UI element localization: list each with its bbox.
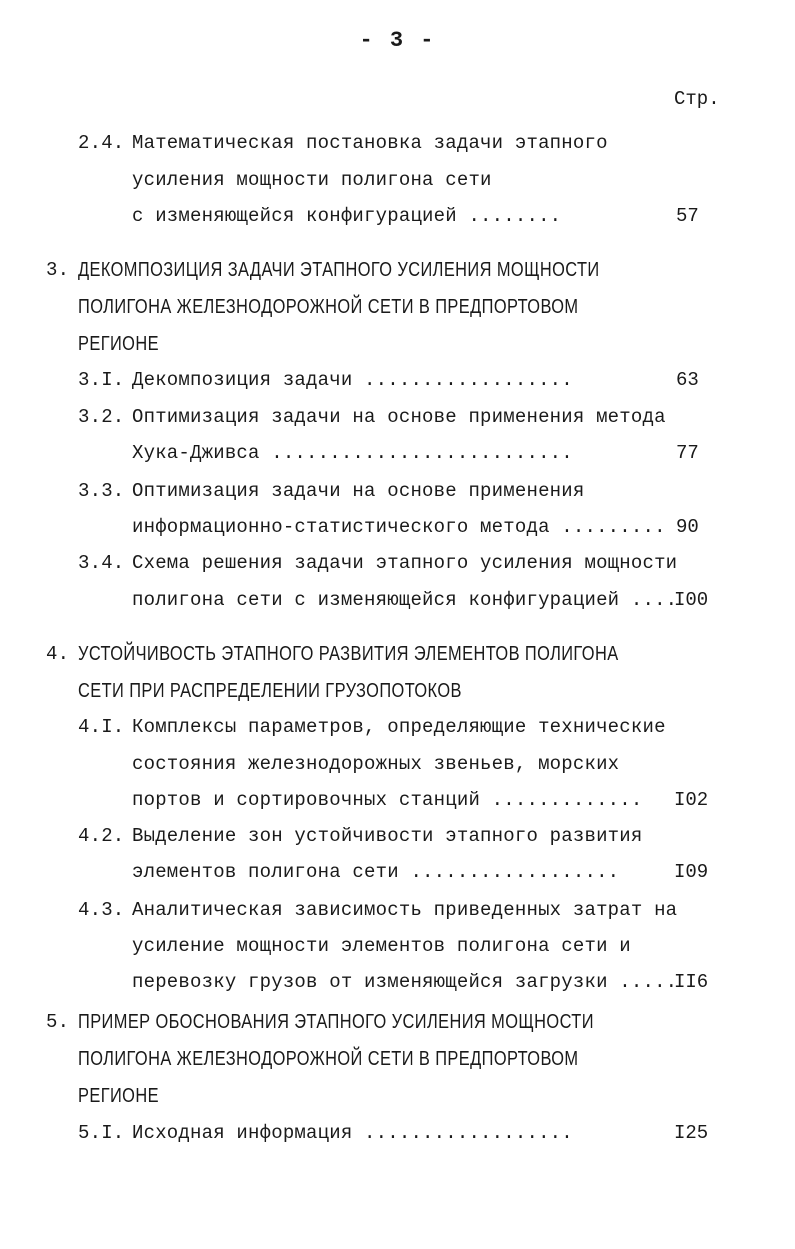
toc-entry-page: II6	[674, 971, 709, 993]
toc-chapter-title-line: РЕГИОНЕ	[78, 1085, 159, 1107]
toc-entry-page: I00	[674, 589, 709, 611]
toc-entry-title-line: перевозку грузов от изменяющейся загрузки .....	[132, 971, 678, 993]
toc-entry-number: 2.4.	[78, 132, 125, 154]
toc-entry-number: 4.3.	[78, 899, 125, 921]
toc-entry-title-line: элементов полигона сети ..................	[132, 861, 620, 883]
toc-entry-title-line: Схема решения задачи этапного усиления мощности	[132, 552, 678, 574]
toc-entry-page: 57	[676, 205, 699, 227]
toc-entry-page: 63	[676, 369, 699, 391]
toc-entry-title-line: усиление мощности элементов полигона сети и	[132, 935, 631, 957]
toc-chapter-title-line: СЕТИ ПРИ РАСПРЕДЕЛЕНИИ ГРУЗОПОТОКОВ	[78, 680, 462, 702]
toc-entry-title-line: Декомпозиция задачи ..................	[132, 369, 573, 391]
toc-chapter-title-line: ДЕКОМПОЗИЦИЯ ЗАДАЧИ ЭТАПНОГО УСИЛЕНИЯ МОЩНОСТИ	[78, 259, 600, 281]
toc-entry-number: 3.2.	[78, 406, 125, 428]
toc-entry-title-line: усиления мощности полигона сети	[132, 169, 492, 191]
toc-entry-number: 5.I.	[78, 1122, 125, 1144]
toc-entry-title-line: информационно-статистического метода .........	[132, 516, 666, 538]
toc-entry-title-line: Математическая постановка задачи этапного	[132, 132, 608, 154]
toc-chapter-number: 4.	[46, 643, 70, 665]
toc-entry-title-line: портов и сортировочных станций .............	[132, 789, 643, 811]
toc-chapter-title-line: РЕГИОНЕ	[78, 333, 159, 355]
toc-entry-number: 3.I.	[78, 369, 125, 391]
toc-entry-page: I25	[674, 1122, 709, 1144]
toc-entry-number: 4.I.	[78, 716, 125, 738]
toc-entry-title-line: Хука-Дживса ..........................	[132, 442, 573, 464]
toc-entry-number: 3.3.	[78, 480, 125, 502]
page-number: - 3 -	[359, 28, 436, 53]
toc-entry-page: 77	[676, 442, 699, 464]
toc-entry-title-line: Оптимизация задачи на основе применения метода	[132, 406, 666, 428]
toc-chapter-title-line: ПРИМЕР ОБОСНОВАНИЯ ЭТАПНОГО УСИЛЕНИЯ МОЩНОСТИ	[78, 1011, 594, 1033]
toc-entry-page: 90	[676, 516, 699, 538]
toc-chapter-title-line: ПОЛИГОНА ЖЕЛЕЗНОДОРОЖНОЙ СЕТИ В ПРЕДПОРТОВОМ	[78, 296, 579, 318]
toc-entry-page: I02	[674, 789, 709, 811]
toc-chapter-title-line: ПОЛИГОНА ЖЕЛЕЗНОДОРОЖНОЙ СЕТИ В ПРЕДПОРТОВОМ	[78, 1048, 579, 1070]
toc-chapter-title-line: УСТОЙЧИВОСТЬ ЭТАПНОГО РАЗВИТИЯ ЭЛЕМЕНТОВ ПОЛИГОНА	[78, 643, 619, 665]
toc-entry-title-line: полигона сети с изменяющейся конфигурацией ....	[132, 589, 678, 611]
toc-entry-title-line: состояния железнодорожных звеньев, морских	[132, 753, 620, 775]
toc-chapter-number: 3.	[46, 259, 70, 281]
toc-entry-number: 3.4.	[78, 552, 125, 574]
toc-entry-number: 4.2.	[78, 825, 125, 847]
toc-entry-title-line: Аналитическая зависимость приведенных затрат на	[132, 899, 678, 921]
toc-entry-title-line: Оптимизация задачи на основе применения	[132, 480, 585, 502]
toc-entry-title-line: Комплексы параметров, определяющие технические	[132, 716, 666, 738]
toc-entry-title-line: с изменяющейся конфигурацией ........	[132, 205, 562, 227]
toc-entry-title-line: Выделение зон устойчивости этапного развития	[132, 825, 643, 847]
page-column-label: Стр.	[674, 88, 720, 110]
toc-chapter-number: 5.	[46, 1011, 70, 1033]
toc-entry-title-line: Исходная информация ..................	[132, 1122, 573, 1144]
toc-entry-page: I09	[674, 861, 709, 883]
